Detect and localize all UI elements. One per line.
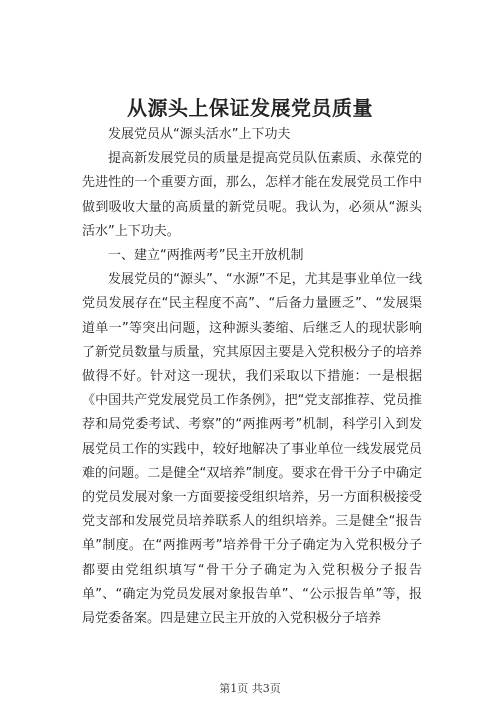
document-body <box>82 123 422 631</box>
body-paragraph: 发展党员的“源头”、“水源”不足，尤其是事业单位一线党员发展存在“民主程度不高”、“后备力量匮乏”、“发展渠道单一”等突出问题，这种源头萎缩、后继乏人的现状影响了新党员数量与质量，究其原因主要是入党积极分子的培养做得不好。针对这一现状，我们采取以下措施：一是根据《中国共产党发展党员工作条例》，把“党支部推荐、党员推荐和局党委考试、考察”的“两推两考”机制，科学引入到发展党员工作的实践中，较好地解决了事业单位一线发展党员难的问题。二是健全“双培养”制度。要求在骨干分子中确定的党员发展对象一方面要接受组织培养，另一方面积极接受党支部和发展党员培养联系人的组织培养。三是健全“报告单”制度。在“两推两考”培养骨干分子确定为入党积极分子都要由党组织填写“骨干分子确定为入党积极分子报告单”、“确定为党员发展对象报告单”、“公示报告单”等，报局党委备案。四是建立民主开放的入党积极分子培养 <box>82 272 422 627</box>
body-paragraph: 提高新发展党员的质量是提高党员队伍素质、永葆党的先进性的一个重要方面，那么，怎样才能在发展党员工作中做到吸收大量的高质量的新党员呢。我认为，必须从“源头活水”上下功夫。 <box>82 151 422 239</box>
section-subtitle: 发展党员从“源头活水”上下功夫 <box>108 127 291 142</box>
document-title: 从源头上保证发展党员质量 <box>127 96 373 120</box>
section-heading: 一、建立“两推两考”民主开放机制 <box>108 248 304 264</box>
page-footer: 第1页 共3页 <box>219 682 281 695</box>
